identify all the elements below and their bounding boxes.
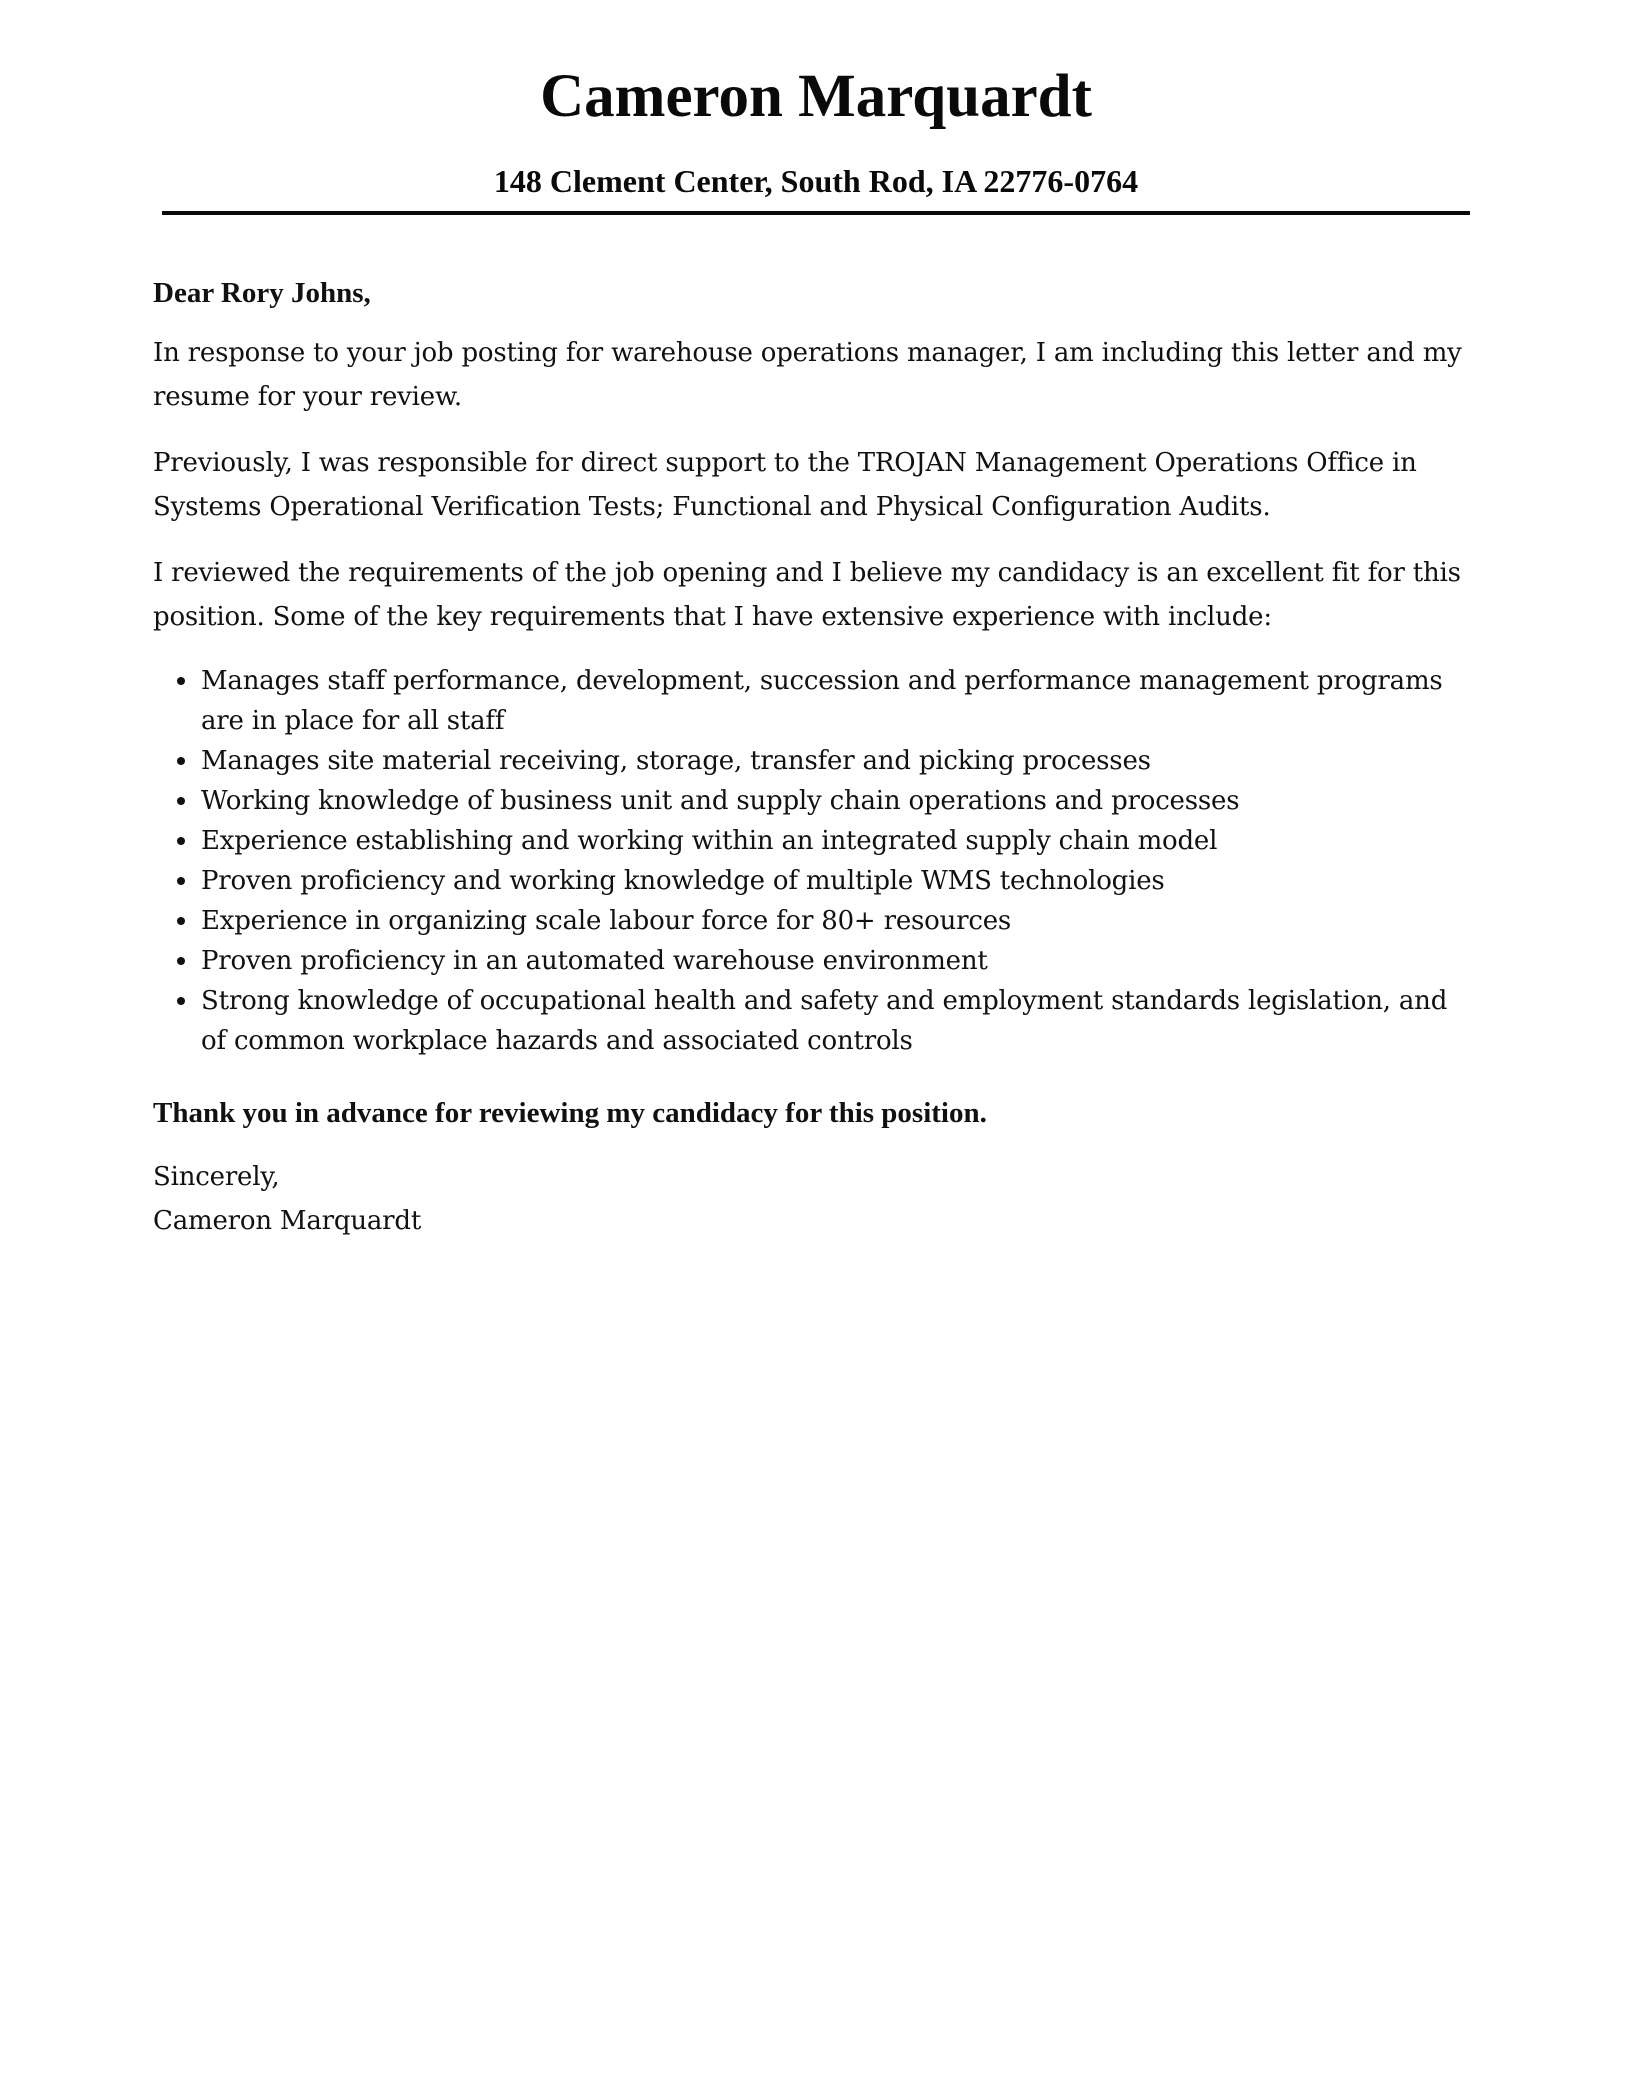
bullet-icon	[177, 757, 185, 765]
closing-statement: Thank you in advance for reviewing my candidacy for this position.	[153, 1097, 987, 1129]
applicant-name: Cameron Marquardt	[540, 63, 1092, 130]
list-item	[153, 861, 1473, 901]
list-item-text: Experience establishing and working within an integrated supply chain model	[201, 826, 1218, 856]
letter-header	[162, 55, 1470, 201]
list-item-text: Working knowledge of business unit and supply chain operations and processes	[201, 786, 1240, 816]
signature-name: Cameron Marquardt	[153, 1206, 422, 1236]
list-item	[153, 981, 1473, 1061]
bullet-icon	[177, 677, 185, 685]
paragraph-experience: Previously, I was responsible for direct support to the TROJAN Management Operations Office in Systems Operational Verification Tests; Functional and Physical Configuration Audits.	[153, 448, 1417, 522]
paragraph-requirements-intro: I reviewed the requirements of the job opening and I believe my candidacy is an excellent fit for this position. Some of the key requirements that I have extensive experience with include:	[153, 558, 1461, 632]
letter-body	[153, 273, 1473, 1243]
salutation: Dear Rory Johns,	[153, 277, 371, 309]
list-item-text: Experience in organizing scale labour force for 80+ resources	[201, 906, 1012, 936]
list-item-text: Manages staff performance, development, succession and performance management programs are in place for all staff	[201, 666, 1443, 736]
list-item	[153, 941, 1473, 981]
bullet-icon	[177, 997, 185, 1005]
list-item	[153, 781, 1473, 821]
bullet-icon	[177, 797, 185, 805]
list-item-text: Manages site material receiving, storage, transfer and picking processes	[201, 746, 1151, 776]
applicant-address: 148 Clement Center, South Rod, IA 22776-0764	[493, 163, 1139, 199]
header-divider	[162, 211, 1470, 215]
paragraph-intro: In response to your job posting for warehouse operations manager, I am including this letter and my resume for your review.	[153, 338, 1462, 412]
list-item-text: Proven proficiency in an automated warehouse environment	[201, 946, 988, 976]
list-item-text: Strong knowledge of occupational health and safety and employment standards legislation, and of common workplace hazards and associated controls	[201, 986, 1448, 1056]
valediction: Sincerely,	[153, 1162, 280, 1192]
list-item	[153, 901, 1473, 941]
list-item	[153, 661, 1473, 741]
bullet-icon	[177, 957, 185, 965]
bullet-icon	[177, 917, 185, 925]
list-item	[153, 741, 1473, 781]
bullet-icon	[177, 877, 185, 885]
bullet-icon	[177, 837, 185, 845]
requirements-list	[153, 661, 1473, 1061]
list-item	[153, 821, 1473, 861]
list-item-text: Proven proficiency and working knowledge of multiple WMS technologies	[201, 866, 1165, 896]
